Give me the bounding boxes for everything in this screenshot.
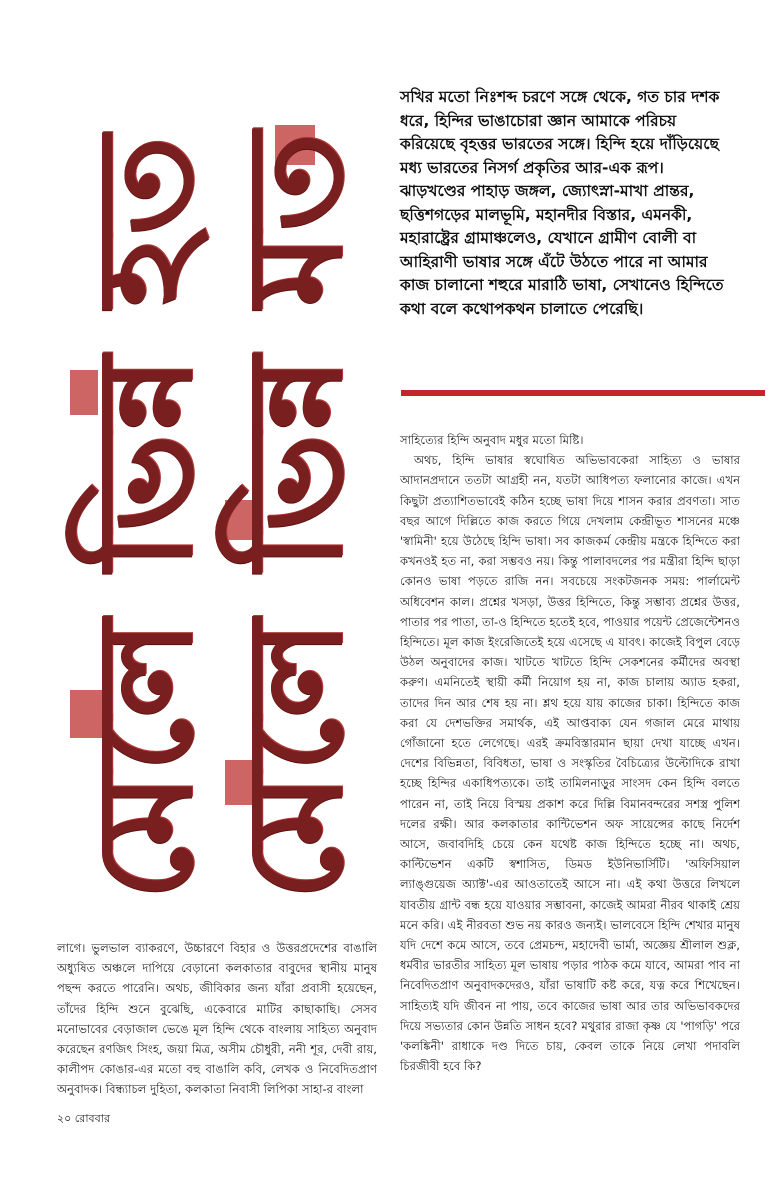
title-line-1: মেলে ভিন্ন হত: [67, 133, 222, 900]
title-line-2: মেলে ভিন্ন মত: [217, 130, 372, 900]
page-folio: ২০ রোববার: [57, 1112, 110, 1125]
body-paragraph-2: অথচ, হিন্দি ভাষার স্বঘোষিত অভিভাবকেরা সাহিত্য ও ভাষার আদানপ্রদানে ততটা আগ্রহী নন, যতটা আধিপত্য ফলানোর কাজে। এখন কিছুটা প্রত্যাশিতভাবেই কঠিন হচ্ছে ভাষা দিয়ে শাসন করার প্রবণতা। সাত বছর আগে দিল্লিতে কাজ করতে গিয়ে দেখলাম কেন্দ্রীভূত শাসনের মঞ্চে 'স্বামিনী' হয়ে উঠেছে হিন্দি ভাষা। সব কাজকর্ম কেন্দ্রীয় মন্ত্রকে হিন্দিতে করা কখনওই হত না, করা সম্ভবও নয়। কিন্তু পালাবদলের পর মন্ত্রীরা হিন্দি ছাড়া কোনও ভাষা পড়তে রাজি নন। সবচেয়ে সংকটজনক সময়: পার্লামেন্ট অধিবেশন কাল। প্রশ্নের খসড়া, উত্তর হিন্দিতে, কিন্তু সম্ভাব্য প্রশ্নের উত্তর, পাতার পর পাতা, তা-ও হিন্দিতে হতেই হবে, পাওয়ার পয়েন্ট প্রেজেন্টেশনও হিন্দিতে। মূল কাজ ইংরেজিতেই হয়ে এসেছে এ যাবৎ। কাজেই বিপুল বেড়ে উঠল অনুবাদের কাজ। খাটতে খাটতে হিন্দি সেকশনের কর্মীদের অবস্থা করুণ। এমনিতেই স্থায়ী কর্মী নিয়োগ হয় না, কাজ চালায় অ্যাড হকরা, তাদের দিন আর শেষ হয় না। শ্লথ হয়ে যায় কাজের চাকা। হিন্দিতে কাজ করা যে দেশভক্তির সমার্থক, এই আপ্তবাক্য যেন গজাল মেরে মাথায় গোঁজানো হতে লেগেছে। এরই ক্রমবিস্তারমান ছায়া দেখা যাচ্ছে এখন। দেশের বিভিন্নতা, বিবিধতা, ভাষা ও সংস্কৃতির বৈচিত্র্যের উল্টোদিকে রাখা হচ্ছে হিন্দির একাধিপত্যকে। তাই তামিলনাড়ুর সাংসদ কেন হিন্দি বলতে পারেন না, তাই নিয়ে বিস্ময় প্রকাশ করে দিল্লি বিমানবন্দরের সশস্ত্র পুলিশ দলের রক্ষী। আর কলকাতার কান্টিভেশন অফ সায়েন্সের কাছে নির্দেশ আসে, জবাবদিহি চেয়ে কেন যথেষ্ট কাজ হিন্দিতে হচ্ছে না। অথচ, কাল্টিভেশন একটি স্বশাসিত, ডিমড ইউনিভার্সিটি। 'অফিসিয়াল ল্যাঙ্গুয়েজ অ্যাক্ট'-এর আওতাতেই আসে না। এই কথা উত্তরে লিখলে যাবতীয় গ্রান্ট বন্ধ হয়ে যাওয়ার সম্ভাবনা, কাজেই আমরা নীরব থাকাই শ্রেয় মনে করি। এই নীরবতা শুভ নয় কারও জন্যই। ভালবেসে হিন্দি শেখার মানুষ যদি দেশে কমে আসে, তবে প্রেমচন্দ, মহাদেবী ভার্মা, অজ্ঞেয় শ্রীলাল শুক্ল, ধর্মবীর ভারতীর সাহিত্য মূল ভাষায় পড়ার পাঠক কমে যাবে, আমরা পাব না নিবেদিতপ্রাণ অনুবাদকদেরও, যাঁরা ভাষাটি কষ্ট করে, যত্ন করে শিখেছেন। সাহিত্যই যদি জীবন না পায়, তবে কাজের ভাষা আর তার অভিভাবকদের দিয়ে সভ্যতার কোন উন্নতি সাধন হবে? মথুরার রাজা কৃষ্ণ যে 'পাগড়ি' পরে 'কলঙ্কিনী' রাধাকে দণ্ড দিতে চায়, কেবল তাকে নিয়ে লেখা পদাবলি চিরজীবী হবে কি?: [400, 453, 740, 1074]
body-paragraph-1: সাহিত্যের হিন্দি অনুবাদ মধুর মতো মিষ্টি।: [400, 433, 584, 447]
lede-paragraph: সখির মতো নিঃশব্দ চরণে সঙ্গে থেকে, গত চার দশক ধরে, হিন্দির ভাঙাচোরা জ্ঞান আমাকে পরিচয় করিয়েছে বৃহত্তর ভারতের সঙ্গে। হিন্দি হয়ে দাঁড়িয়েছে মধ্য ভারতের নিসর্গ প্রকৃতির আর-এক রূপ। ঝাড়খণ্ডের পাহাড় জঙ্গল, জ্যোৎস্না-মাখা প্রান্তর, ছত্তিশগড়ের মালভূমি, মহানদীর বিস্তার, এমনকী, মহারাষ্ট্রের গ্রামাঞ্চলেও, যেখানে গ্রামীণ বোলী বা আহিরাণী ভাষার সঙ্গে এঁটে উঠতে পারে না আমার কাজ চালানো শহুরে মারাঠি ভাষা, সেখানেও হিন্দিতে কথা বলে কথোপকথন চালাতে পেরেছি।: [400, 88, 724, 318]
decorative-title: [30, 70, 370, 930]
red-divider-rule: [401, 390, 765, 396]
body-column-left: লাগে। ভুলভাল ব্যাকরণে, উচ্চারণে বিহার ও উত্তরপ্রদেশের বাঙালি অধ্যুষিত অঞ্চলে দাপিয়ে বেড়ানো কলকাতার বাবুদের স্থানীয় মানুষ পছন্দ করতে পারেনি। অথচ, জীবিকার জন্য যাঁরা প্রবাসী হয়েছেন, তাঁদের হিন্দি শুনে বুঝেছি, একেবারে মাটির কাছাকাছি। সেসব মনোভাবের বেড়াজাল ভেঙে মূল হিন্দি থেকে বাংলায় সাহিত্য অনুবাদ করেছেন রণজিৎ সিংহ, জয়া মিত্র, অসীম চৌধুরী, ননী শূর, দেবী রায়, কালীপদ কোঙার-এর মতো বহু বাঙালি কবি, লেখক ও নিবেদিতপ্রাণ অনুবাদক। বিন্ধ্যাচল দুহিতা, কলকাতা নিবাসী লিপিকা সাহা-র বাংলা: [57, 941, 377, 1097]
body-column-right: [400, 430, 740, 1077]
